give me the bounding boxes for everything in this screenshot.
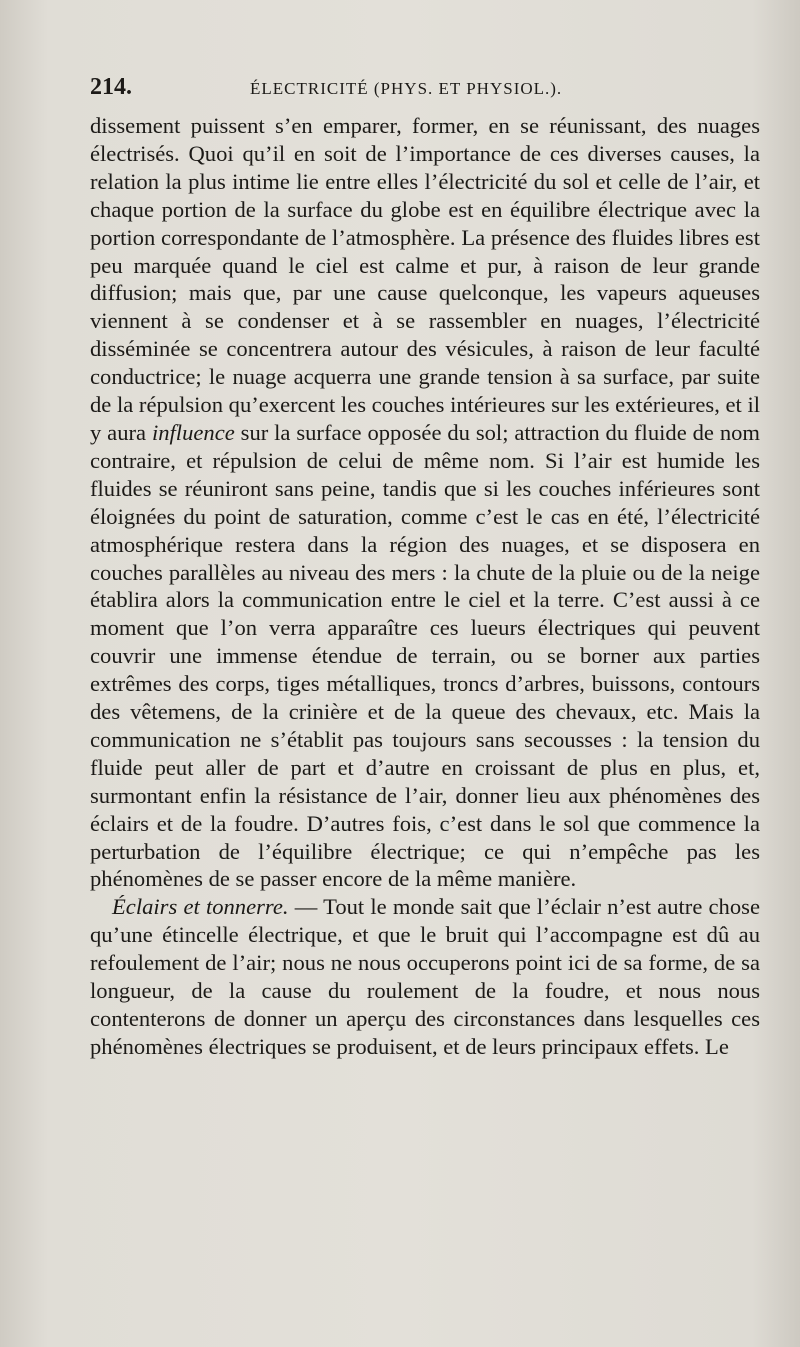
body-text (90, 112, 760, 1061)
page-number: 214. (90, 74, 132, 100)
paragraph-1-part-b: sur la surface opposée du sol; attraction du fluide de nom contraire, et répulsion de celui de même nom. Si l’air est humide les fluides se réuniront sans peine, tandis que si les couches inférieures sont éloignées du point de saturation, comme c’est le cas en été, l’électricité atmosphérique restera dans la région des nuages, et se disposera en couches parallèles au niveau des mers : la chute de la pluie ou de la neige établira alors la communication entre le ciel et la terre. C’est aussi à ce moment que l’on verra apparaître ces lueurs électriques qui peuvent couvrir une immense étendue de terrain, ou se borner aux parties extrêmes des corps, tiges métalliques, troncs d’arbres, buissons, contours des vêtemens, de la crinière et de la queue des chevaux, etc. Mais la communication ne s’établit pas toujours sans secousses : la tension du fluide peut aller de part et d’autre en croissant de plus en plus, et, surmontant enfin la résistance de l’air, donner lieu aux phénomènes des éclairs et de la foudre. D’autres fois, c’est dans le sol que commence la perturbation de l’équilibre électrique; ce qui n’empêche pas les phénomènes de se passer encore de la même manière. (90, 419, 760, 892)
emphasis-influence: influence (151, 419, 235, 445)
paragraph-2 (90, 893, 760, 1060)
paragraph-2-text: — Tout le monde sait que l’éclair n’est autre chose qu’une étincelle électrique, et que le bruit qui l’accompagne est dû au refoulement de l’air; nous ne nous occuperons point ici de sa forme, de sa longueur, de la cause du roulement de la foudre, et nous nous contenterons de donner un aperçu des circonstances dans lesquelles ces phénomènes électriques se produisent, et de leurs principaux effets. Le (90, 894, 760, 1059)
paragraph-1-part-a: dissement puissent s’en emparer, former, en se réunissant, des nuages électrisés. Quoi qu’il en soit de l’importance de ces diverses causes, la relation la plus intime lie entre elles l’électricité du sol et celle de l’air, et chaque portion de la surface du globe est en équilibre électrique avec la portion correspondante de l’atmosphère. La présence des fluides libres est peu marquée quand le ciel est calme et pur, à raison de leur grande diffusion; mais que, par une cause quelconque, les vapeurs aqueuses viennent à se condenser et à se rassembler en nuages, l’électricité disséminée se concentrera autour des vésicules, à raison de leur faculté conductrice; le nuage acquerra une grande tension à sa surface, par suite de la répulsion qu’exercent les couches intérieures sur les extérieures, et il y aura (90, 113, 761, 445)
page-header (90, 74, 760, 104)
running-title: ÉLECTRICITÉ (PHYS. ET PHYSIOL.). (250, 79, 563, 98)
paragraph-1 (90, 112, 760, 893)
section-heading-eclairs: Éclairs et tonnerre. (112, 894, 289, 920)
